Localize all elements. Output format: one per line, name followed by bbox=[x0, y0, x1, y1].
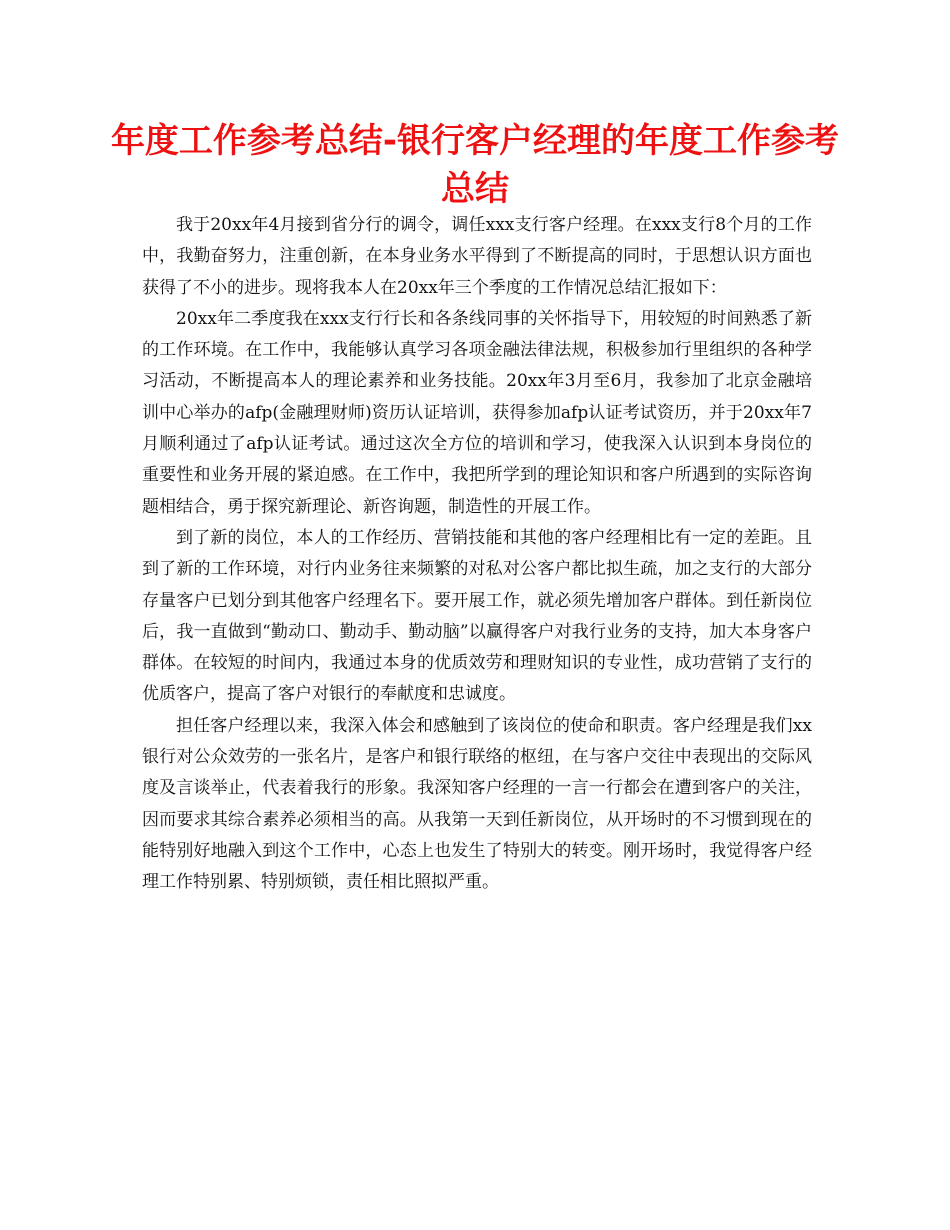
document-body bbox=[142, 210, 812, 899]
paragraph-1: 我于20xx年4月接到省分行的调令，调任xxx支行客户经理。在xxx支行8个月的工作中，我勤奋努力，注重创新，在本身业务水平得到了不断提高的同时，于思想认识方面也获得了不小的进步。现将我本人在20xx年三个季度的工作情况总结汇报如下： bbox=[142, 215, 812, 298]
paragraph-3: 到了新的岗位，本人的工作经历、营销技能和其他的客户经理相比有一定的差距。且到了新的工作环境，对行内业务往来频繁的对私对公客户都比拟生疏，加之支行的大部分存量客户已划分到其他客户经理名下。要开展工作，就必须先增加客户群体。到任新岗位后，我一直做到“勤动口、勤动手、勤动脑”以赢得客户对我行业务的支持，加大本身客户群体。在较短的时间内，我通过本身的优质效劳和理财知识的专业性，成功营销了支行的优质客户，提高了客户对银行的奉献度和忠诚度。 bbox=[142, 527, 812, 705]
paragraph-4: 担任客户经理以来，我深入体会和感触到了该岗位的使命和职责。客户经理是我们xx银行对公众效劳的一张名片，是客户和银行联络的枢纽，在与客户交往中表现出的交际风度及言谈举止，代表着我行的形象。我深知客户经理的一言一行都会在遭到客户的关注，因而要求其综合素养必须相当的高。从我第一天到任新岗位，从开场时的不习惯到现在的能特别好地融入到这个工作中，心态上也发生了特别大的转变。刚开场时，我觉得客户经理工作特别累、特别烦锁，责任相比照拟严重。 bbox=[142, 715, 812, 893]
document-title: 年度工作参考总结-银行客户经理的年度工作参考总结 bbox=[110, 121, 840, 209]
paragraph-2: 20xx年二季度我在xxx支行行长和各条线同事的关怀指导下，用较短的时间熟悉了新的工作环境。在工作中，我能够认真学习各项金融法律法规，积极参加行里组织的各种学习活动，不断提高本人的理论素养和业务技能。20xx年3月至6月，我参加了北京金融培训中心举办的afp(金融理财师)资历认证培训，获得参加afp认证考试资历，并于20xx年7月顺利通过了afp认证考试。通过这次全方位的培训和学习，使我深入认识到本身岗位的重要性和业务开展的紧迫感。在工作中，我把所学到的理论知识和客户所遇到的实际咨询题相结合，勇于探究新理论、新咨询题，制造性的开展工作。 bbox=[142, 308, 812, 517]
